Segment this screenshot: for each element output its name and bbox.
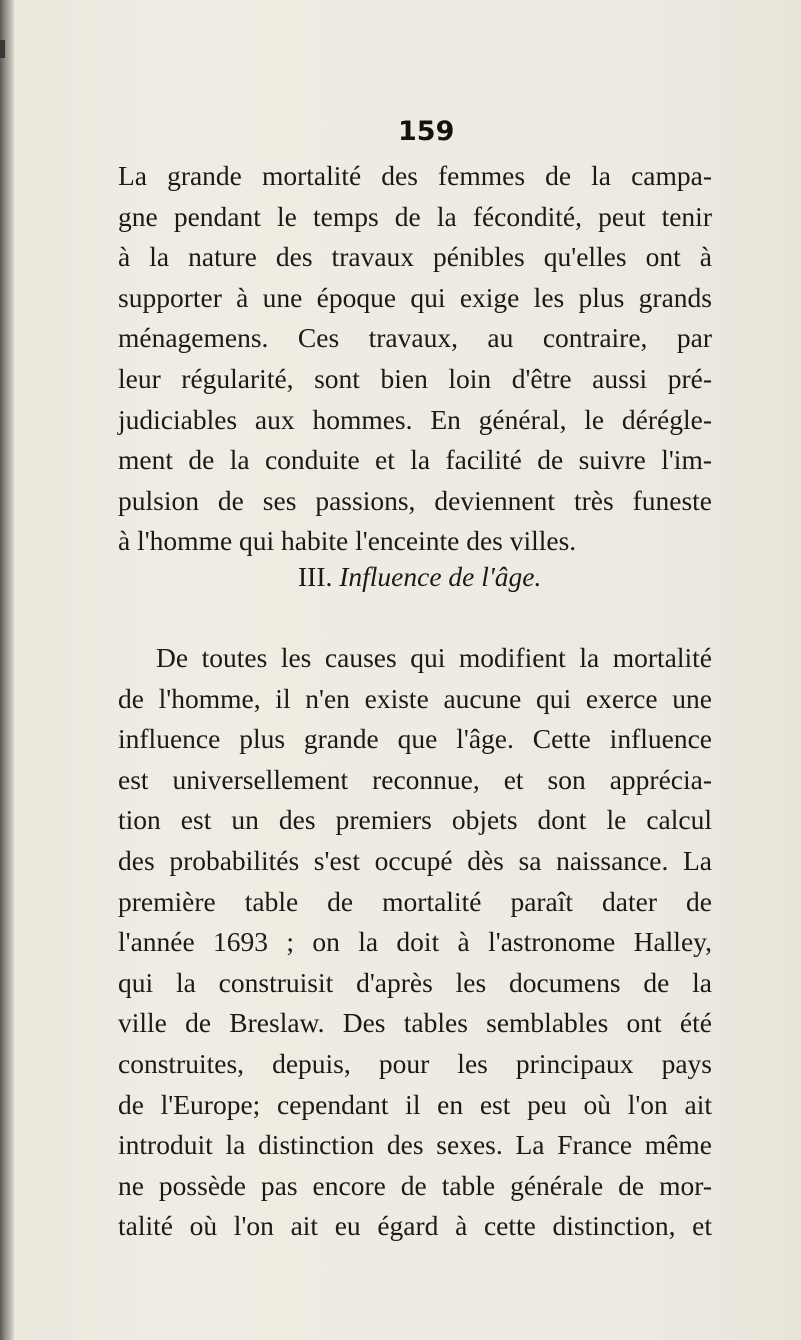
section-heading: [298, 557, 658, 597]
text-line: qui la construisit d'après les documens de la: [118, 966, 712, 998]
text-line: gne pendant le temps de la fécondité, peut tenir: [118, 200, 712, 232]
text-line: à l'homme qui habite l'enceinte des villes.: [118, 525, 577, 557]
text-line: judiciables aux hommes. En général, le dérégle-: [118, 403, 712, 435]
text-line: ménagemens. Ces travaux, au contraire, par: [118, 322, 712, 354]
text-line: est universellement reconnue, et son apprécia-: [118, 763, 712, 795]
text-line: de l'Europe; cependant il en est peu où l'on ait: [118, 1088, 712, 1120]
paragraph-1: [118, 156, 712, 562]
text-line: construites, depuis, pour les principaux pays: [118, 1047, 712, 1079]
text-line: influence plus grande que l'âge. Cette influence: [118, 723, 712, 755]
text-line: ment de la conduite et la facilité de suivre l'im-: [118, 444, 712, 476]
text-line: l'année 1693 ; on la doit à l'astronome Halley,: [118, 926, 712, 958]
text-line: tion est un des premiers objets dont le calcul: [118, 804, 712, 836]
paragraph-2: [118, 638, 712, 1247]
text-line: première table de mortalité paraît dater de: [118, 885, 712, 917]
binding-mark: [0, 40, 5, 58]
section-title: Influence de l'âge.: [339, 561, 542, 592]
text-line: De toutes les causes qui modifient la mortalité: [156, 642, 712, 673]
text-line: introduit la distinction des sexes. La France même: [118, 1129, 712, 1161]
text-line: des probabilités s'est occupé dès sa naissance. La: [118, 844, 712, 876]
binding-gutter: [0, 0, 14, 1340]
text-line: leur régularité, sont bien loin d'être aussi pré-: [118, 362, 712, 394]
text-line: de l'homme, il n'en existe aucune qui exerce une: [118, 682, 712, 714]
text-line: ville de Breslaw. Des tables semblables ont été: [118, 1007, 712, 1039]
text-line: La grande mortalité des femmes de la campa-: [118, 160, 712, 191]
text-line: supporter à une époque qui exige les plus grands: [118, 281, 712, 313]
text-line: à la nature des travaux pénibles qu'elles ont à: [118, 241, 712, 273]
text-line: pulsion de ses passions, deviennent très funeste: [118, 484, 712, 516]
text-line: talité où l'on ait eu égard à cette distinction, et: [118, 1210, 712, 1242]
page-number: 159: [398, 116, 455, 147]
section-number: III.: [298, 561, 333, 592]
text-line: ne possède pas encore de table générale de mor-: [118, 1169, 712, 1201]
